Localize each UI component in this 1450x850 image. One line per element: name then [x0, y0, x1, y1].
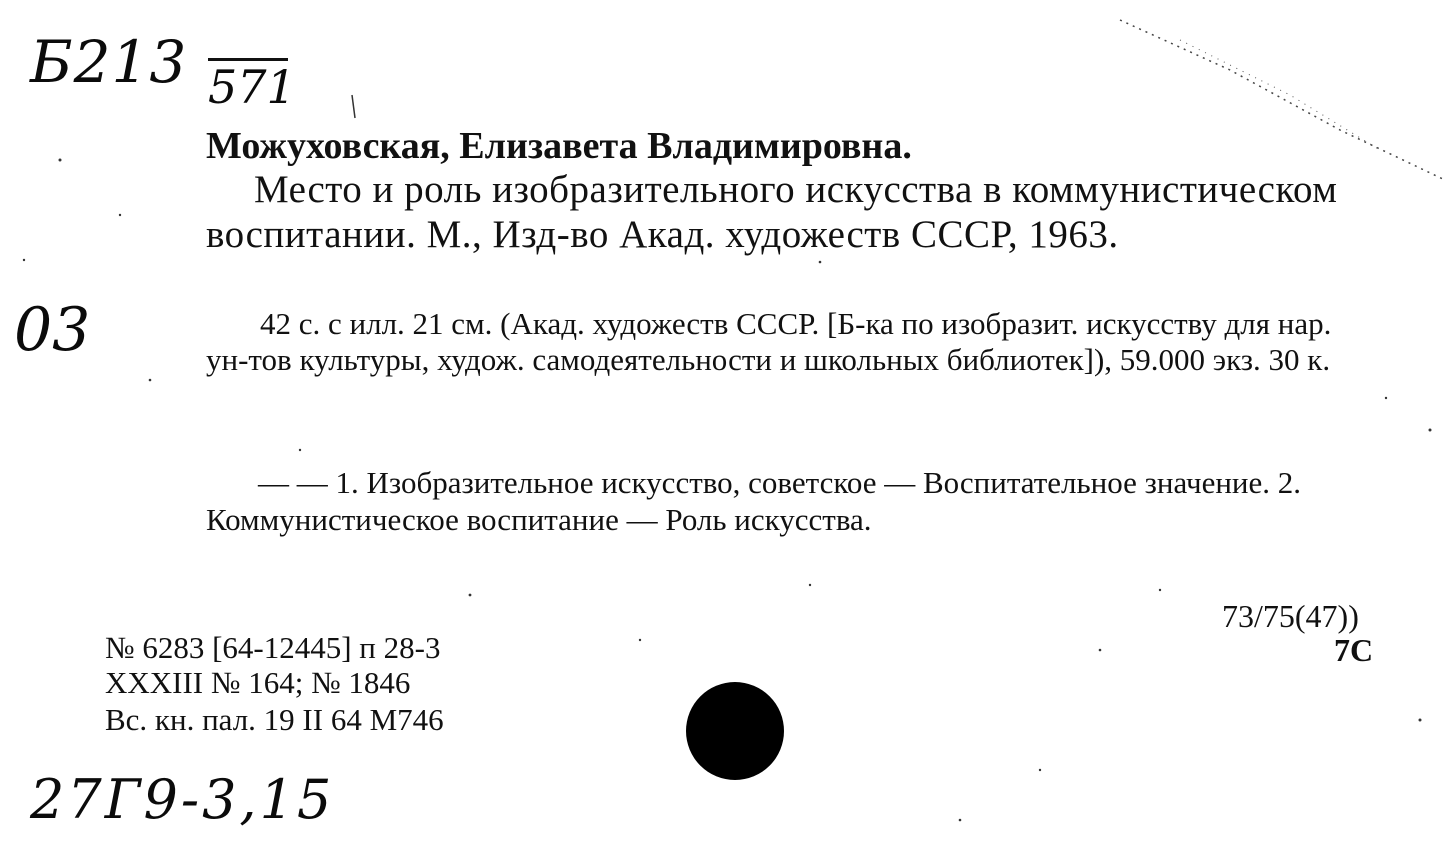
- author-heading: Можуховская, Елизавета Владимировна.: [206, 125, 912, 167]
- classification-number: 73/75(47)): [1222, 598, 1359, 634]
- footer-line-1: № 6283 [64-12445] п 28-3: [105, 630, 441, 665]
- handwritten-mark: 03: [14, 295, 91, 365]
- collation-note: 42 с. с илл. 21 см. (Акад. художеств СССР. [Б-ка по изобразит. искусству для нар. ун-тов культуры, худож. самодеятельности и школьных библиотек]), 59.000 экз. 30 к.: [206, 306, 1332, 377]
- author-mark: 7С: [1334, 632, 1374, 668]
- footer-line-3: Вс. кн. пал. 19 II 64 M746: [105, 702, 444, 737]
- call-number-sub: 571: [208, 60, 296, 114]
- handwritten-price: 27Г9-3,15: [30, 768, 335, 831]
- footer-line-2: XXXIII № 164; № 1846: [105, 665, 411, 700]
- title-statement: Место и роль изобразительного искусства в коммунистическом воспитании. М., Изд-во Акад. художеств СССР, 1963.: [206, 168, 1338, 256]
- subject-tracings: — — 1. Изобразительное искусство, советское — Воспитательное значение. 2. Коммунистическое воспитание — Роль искусства.: [206, 465, 1302, 537]
- call-number-main: Б213: [30, 28, 188, 96]
- punch-hole: [686, 682, 784, 780]
